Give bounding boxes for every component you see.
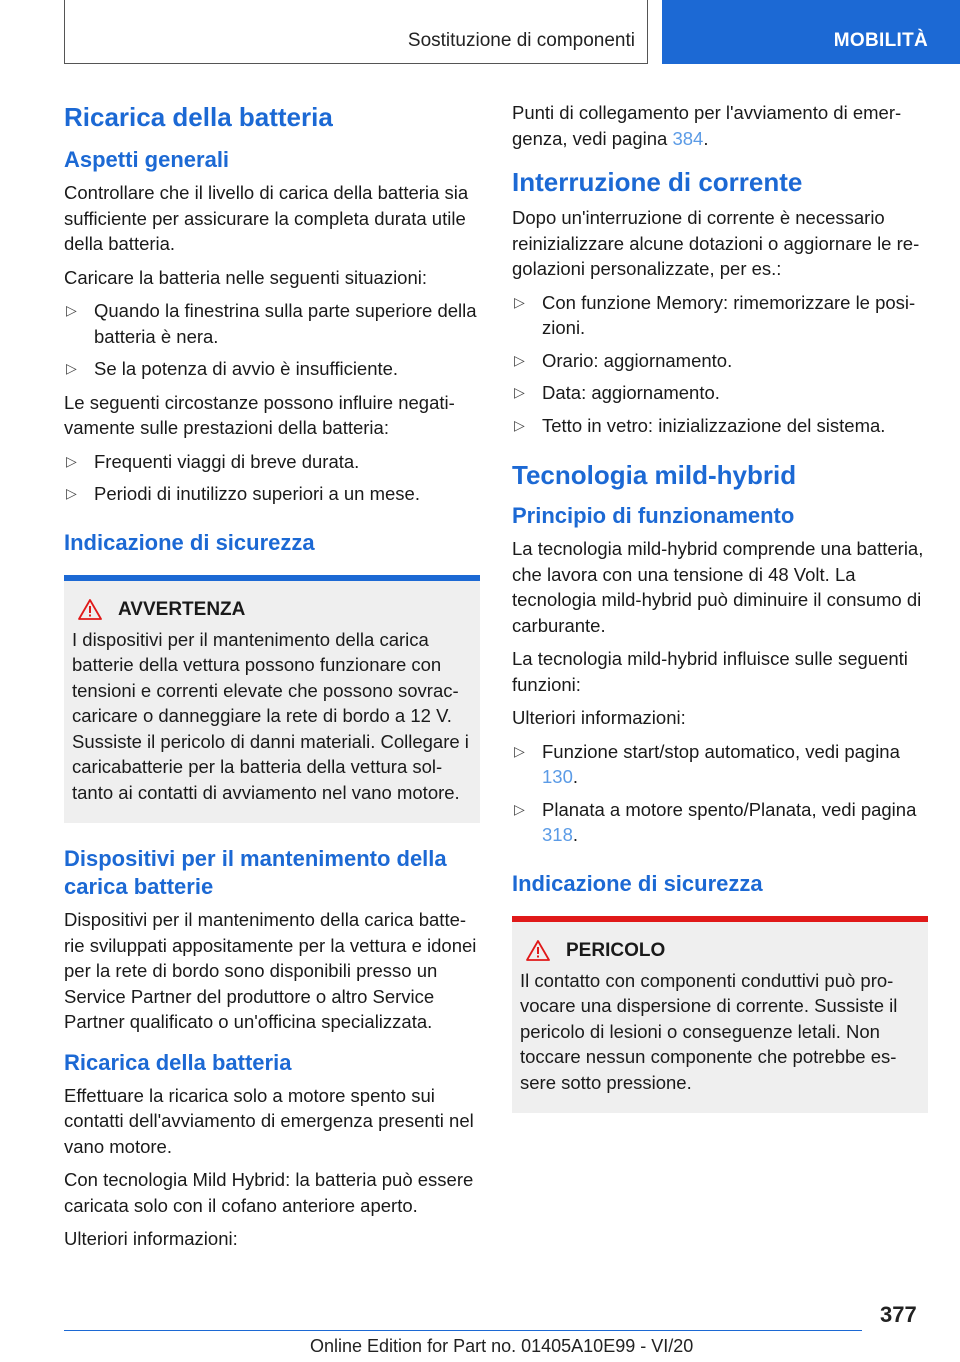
list-item: ▷ Orario: aggiornamento.	[512, 348, 928, 374]
warning-text: I dispositivi per il mantenimento della carica batterie della vettura possono funzionare con tensioni e correnti elevate che possono sovraccaricare o danneggiare la rete di bordo a 12 V. Sussiste il pericolo di danni materiali. Collegare i caricabatterie per la batteria della vettura soltanto ai contatti di avviamento nel vano motore.	[72, 628, 469, 803]
list-item: ▷ Quando la finestrina sulla parte superiore della batteria è nera.	[66, 300, 477, 347]
triangle-bullet-icon: ▷	[66, 360, 77, 376]
list-item: ▷ Tetto in vetro: inizializzazione del sistema.	[512, 413, 928, 439]
footer-divider	[64, 1330, 862, 1331]
paragraph: Le seguenti circostanze possono influire negativamente sulle prestazioni della batteria:	[64, 391, 455, 438]
list-item: ▷ Se la potenza di avvio è insufficiente.	[64, 356, 480, 382]
heading-battery-charge: Ricarica della batteria	[64, 102, 333, 132]
list-item: ▷ Planata a motore spento/Planata, vedi pagina 318.	[514, 798, 917, 845]
triangle-bullet-icon: ▷	[514, 416, 525, 433]
heading-charging: Ricarica della batteria	[64, 1049, 292, 1075]
page-number: 377	[880, 1302, 917, 1327]
bullet-list	[512, 739, 928, 848]
paragraph: Dispositivi per il mantenimento della carica batterie sviluppati appositamente per la vettura e idonei per la rete di bordo sono disponibili presso un Service Partner del produttore o altro Service Partner qualificato o un'officina specializzata.	[64, 909, 477, 1032]
list-item: ▷ Con funzione Memory: rimemorizzare le posizioni.	[514, 291, 916, 338]
heading-operating-principle: Principio di funzionamento	[512, 503, 795, 528]
heading-mild-hybrid: Tecnologia mild-hybrid	[512, 460, 797, 490]
bullet-list	[64, 449, 480, 507]
paragraph: La tecnologia mild-hybrid influisce sulle seguenti funzioni:	[512, 648, 908, 695]
paragraph: Effettuare la ricarica solo a motore spento sui contatti dell'avviamento di emergenza presenti nel vano motore.	[64, 1084, 474, 1157]
heading-safety: Indicazione di sicurezza	[512, 870, 763, 896]
bullet-list	[512, 290, 928, 439]
bullet-list	[64, 298, 480, 382]
paragraph: Ulteriori informazioni:	[512, 707, 686, 728]
paragraph: Dopo un'interruzione di corrente è necessario reinizializzare alcune dotazioni o aggiornare le regolazioni personalizzate, per es.:	[512, 207, 920, 279]
danger-box	[512, 916, 928, 1114]
warning-triangle-icon	[78, 599, 102, 620]
section-tab	[662, 0, 960, 64]
triangle-bullet-icon: ▷	[514, 742, 525, 759]
warning-box	[64, 575, 480, 824]
warning-title: AVVERTENZA	[72, 599, 472, 621]
heading-safety: Indicazione di sicurezza	[64, 529, 315, 555]
triangle-bullet-icon: ▷	[514, 293, 525, 310]
warning-triangle-icon	[526, 940, 550, 961]
list-item: ▷ Data: aggiornamento.	[512, 380, 928, 406]
page-link[interactable]: 130	[542, 766, 573, 787]
list-item: ▷ Periodi di inutilizzo superiori a un mese.	[64, 481, 480, 507]
page-link[interactable]: 318	[542, 824, 573, 845]
right-column	[512, 100, 928, 1135]
list-item: ▷ Funzione start/stop automatico, vedi pagina 130.	[514, 740, 900, 787]
paragraph: Con tecnologia Mild Hybrid: la batteria può essere caricata solo con il cofano anteriore aperto.	[64, 1169, 474, 1216]
paragraph: La tecnologia mild-hybrid comprende una batteria, che lavora con una tensione di 48 Volt. La tecnologia mild-hybrid può diminuire il consumo di carburante.	[512, 538, 924, 636]
triangle-bullet-icon: ▷	[514, 351, 525, 368]
triangle-bullet-icon: ▷	[66, 485, 77, 501]
chapter-title: Sostituzione di componenti	[407, 30, 635, 51]
triangle-bullet-icon: ▷	[514, 384, 525, 400]
heading-maintainers: Dispositivi per il mantenimento della carica batterie	[64, 846, 447, 899]
danger-text: Il contatto con componenti conduttivi può provocare una dispersione di corrente. Sussiste il pericolo di lesioni o conseguenze letali. Non toccare nessun componente che potrebbe essere sotto pressione.	[520, 969, 898, 1093]
paragraph: Controllare che il livello di carica della batteria sia sufficiente per assicurare la completa durata utile della batteria.	[64, 182, 469, 254]
page-link[interactable]: 384	[672, 127, 704, 149]
footer-edition: Online Edition for Part no. 01405A10E99 - VI/20	[310, 1336, 694, 1356]
left-column	[64, 100, 480, 1260]
section-label: MOBILITÀ	[833, 30, 928, 51]
heading-general: Aspetti generali	[64, 147, 230, 172]
triangle-bullet-icon: ▷	[514, 800, 525, 817]
paragraph: Ulteriori informazioni:	[64, 1228, 238, 1249]
heading-power-interruption: Interruzione di corrente	[512, 167, 803, 197]
paragraph: Punti di collegamento per l'avviamento di emergenza, vedi pagina 384.	[512, 102, 902, 149]
paragraph: Caricare la batteria nelle seguenti situazioni:	[64, 266, 428, 288]
header-frame	[64, 0, 648, 64]
triangle-bullet-icon: ▷	[66, 302, 77, 318]
triangle-bullet-icon: ▷	[66, 452, 77, 469]
danger-title: PERICOLO	[520, 940, 920, 962]
list-item: ▷ Frequenti viaggi di breve durata.	[64, 449, 480, 475]
